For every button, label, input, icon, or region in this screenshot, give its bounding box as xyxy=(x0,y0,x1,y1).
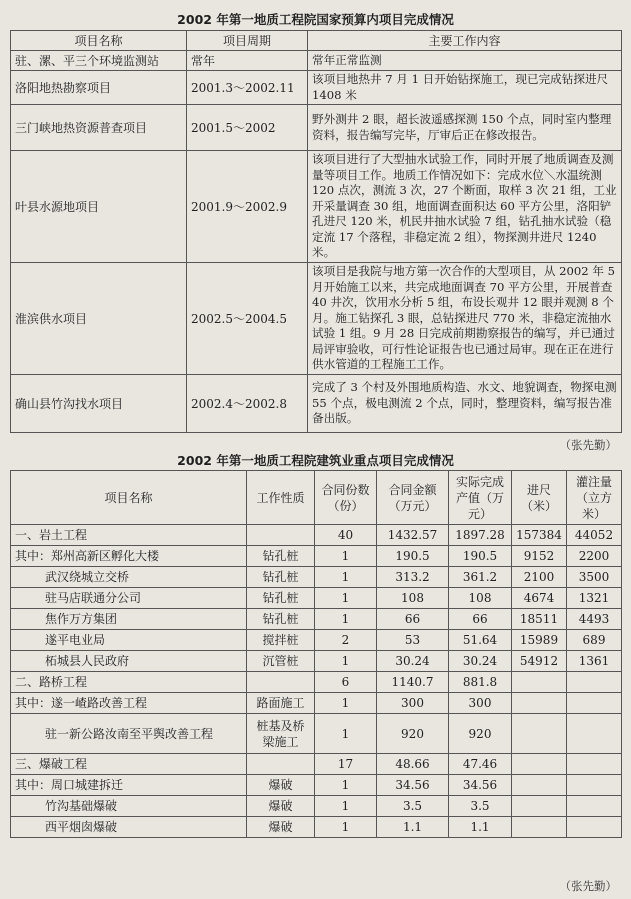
contract-amount-cell: 48.66 xyxy=(377,754,449,775)
footage-cell: 54912 xyxy=(512,651,567,672)
header-work-type: 工作性质 xyxy=(247,471,315,525)
actual-output-cell: 920 xyxy=(449,714,512,754)
work-type-cell: 钻孔桩 xyxy=(247,567,315,588)
header-footage: 进尺（米） xyxy=(512,471,567,525)
volume-cell xyxy=(567,796,622,817)
contract-count-cell: 1 xyxy=(315,693,377,714)
project-name-cell: 淮滨供水项目 xyxy=(11,263,187,375)
work-type-cell: 爆破 xyxy=(247,817,315,838)
work-type-cell: 沉管桩 xyxy=(247,651,315,672)
work-type-cell: 爆破 xyxy=(247,796,315,817)
contract-count-cell: 1 xyxy=(315,817,377,838)
table2-author: （张先勤） xyxy=(559,879,617,893)
contract-amount-cell: 30.24 xyxy=(377,651,449,672)
footage-cell: 9152 xyxy=(512,546,567,567)
project-content-cell: 该项目地热井 7 月 1 日开始钻探施工，现已完成钻探进尺 1408 米 xyxy=(308,71,622,105)
table1-author: （张先勤） xyxy=(559,438,617,452)
construction-projects-table xyxy=(10,470,622,838)
project-content-cell: 常年正常监测 xyxy=(308,51,622,71)
volume-cell xyxy=(567,775,622,796)
table-row xyxy=(11,588,622,609)
table-row xyxy=(11,693,622,714)
table-row xyxy=(11,51,622,71)
contract-count-cell: 1 xyxy=(315,775,377,796)
footage-cell: 18511 xyxy=(512,609,567,630)
volume-cell: 2200 xyxy=(567,546,622,567)
table-row xyxy=(11,525,622,546)
actual-output-cell: 47.46 xyxy=(449,754,512,775)
project-period-cell: 2001.9～2002.9 xyxy=(187,151,308,263)
actual-output-cell: 30.24 xyxy=(449,651,512,672)
table-row xyxy=(11,775,622,796)
actual-output-cell: 1897.28 xyxy=(449,525,512,546)
actual-output-cell: 190.5 xyxy=(449,546,512,567)
table2-title: 2002 年第一地质工程院建筑业重点项目完成情况 xyxy=(177,453,454,468)
project-name-cell: 一、岩土工程 xyxy=(11,525,247,546)
volume-cell: 3500 xyxy=(567,567,622,588)
project-name-cell: 驻、漯、平三个环境监测站 xyxy=(11,51,187,71)
contract-amount-cell: 313.2 xyxy=(377,567,449,588)
contract-amount-cell: 1.1 xyxy=(377,817,449,838)
footage-cell: 4674 xyxy=(512,588,567,609)
project-content-cell: 完成了 3 个村及外围地质构造、水文、地貌调查，物探电测 55 个点，极电测流 2 个点，同时，整理资料，编写报告准备出版。 xyxy=(308,375,622,433)
table-row xyxy=(11,630,622,651)
table1-title: 2002 年第一地质工程院国家预算内项目完成情况 xyxy=(177,12,454,27)
work-type-cell xyxy=(247,525,315,546)
project-period-cell: 2002.4～2002.8 xyxy=(187,375,308,433)
volume-cell xyxy=(567,714,622,754)
header-contract-amount: 合同金额（万元） xyxy=(377,471,449,525)
table-row xyxy=(11,105,622,151)
work-type-cell: 钻孔桩 xyxy=(247,609,315,630)
contract-amount-cell: 108 xyxy=(377,588,449,609)
footage-cell xyxy=(512,714,567,754)
table-row xyxy=(11,375,622,433)
project-name-cell: 三、爆破工程 xyxy=(11,754,247,775)
header-contract-count: 合同份数（份） xyxy=(315,471,377,525)
actual-output-cell: 881.8 xyxy=(449,672,512,693)
work-type-cell: 钻孔桩 xyxy=(247,588,315,609)
footage-cell xyxy=(512,672,567,693)
contract-amount-cell: 34.56 xyxy=(377,775,449,796)
header-project-name: 项目名称 xyxy=(11,31,187,51)
project-name-cell: 遂平电业局 xyxy=(11,630,247,651)
header-period: 项目周期 xyxy=(187,31,308,51)
table-row xyxy=(11,567,622,588)
volume-cell: 1361 xyxy=(567,651,622,672)
project-name-cell: 竹沟基础爆破 xyxy=(11,796,247,817)
project-period-cell: 常年 xyxy=(187,51,308,71)
project-period-cell: 2001.3～2002.11 xyxy=(187,71,308,105)
project-name-cell: 三门峡地热资源普查项目 xyxy=(11,105,187,151)
project-content-cell: 该项目是我院与地方第一次合作的大型项目，从 2002 年 5 月开始施工以来，共完成地面调查 70 平方公里，开展普查 40 井次，饮用水分析 5 组，布设长观井 12 眼并观测 8 个月。施工钻探孔 3 眼，总钻探进尺 770 米，非稳定流抽水试验 1 组。9 月 28 日完成前期勘察报告的编写，并已通过局评审验收，可行性论证报告也已通过局审。现在正在进行供水管道的工程施工工作。 xyxy=(308,263,622,375)
contract-count-cell: 17 xyxy=(315,754,377,775)
footage-cell xyxy=(512,693,567,714)
table-row xyxy=(11,609,622,630)
actual-output-cell: 66 xyxy=(449,609,512,630)
header-content: 主要工作内容 xyxy=(308,31,622,51)
contract-count-cell: 2 xyxy=(315,630,377,651)
table-row xyxy=(11,754,622,775)
actual-output-cell: 361.2 xyxy=(449,567,512,588)
work-type-cell: 爆破 xyxy=(247,775,315,796)
project-period-cell: 2002.5～2004.5 xyxy=(187,263,308,375)
contract-count-cell: 1 xyxy=(315,609,377,630)
table-row xyxy=(11,151,622,263)
project-content-cell: 该项目进行了大型抽水试验工作，同时开展了地质调查及测量等项目工作。地质工作情况如下：完成水位＼水温统测 120 点次，测流 3 次，27 个断面，取样 3 次 21 组，工业开采量调查 30 组，地面调查面积达 60 平方公里，洛阳铲孔进尺 120 米，机民井抽水试验 7 组，钻孔抽水试验（稳定流 17 个落程，非稳定流 2 组），物探测井进尺 1240 米。 xyxy=(308,151,622,263)
project-name-cell: 确山县竹沟找水项目 xyxy=(11,375,187,433)
footage-cell xyxy=(512,817,567,838)
volume-cell: 4493 xyxy=(567,609,622,630)
contract-count-cell: 1 xyxy=(315,546,377,567)
table-row xyxy=(11,714,622,754)
contract-count-cell: 1 xyxy=(315,796,377,817)
volume-cell: 689 xyxy=(567,630,622,651)
project-name-cell: 驻马店联通分公司 xyxy=(11,588,247,609)
header-project-name: 项目名称 xyxy=(11,471,247,525)
project-name-cell: 焦作万方集团 xyxy=(11,609,247,630)
contract-amount-cell: 66 xyxy=(377,609,449,630)
work-type-cell: 搅拌桩 xyxy=(247,630,315,651)
contract-amount-cell: 920 xyxy=(377,714,449,754)
work-type-cell: 钻孔桩 xyxy=(247,546,315,567)
volume-cell: 44052 xyxy=(567,525,622,546)
project-name-cell: 洛阳地热勘察项目 xyxy=(11,71,187,105)
volume-cell xyxy=(567,672,622,693)
contract-amount-cell: 300 xyxy=(377,693,449,714)
contract-count-cell: 1 xyxy=(315,714,377,754)
actual-output-cell: 108 xyxy=(449,588,512,609)
contract-amount-cell: 53 xyxy=(377,630,449,651)
work-type-cell: 桩基及桥梁施工 xyxy=(247,714,315,754)
footage-cell xyxy=(512,796,567,817)
footage-cell xyxy=(512,754,567,775)
project-name-cell: 其中：郑州高新区孵化大楼 xyxy=(11,546,247,567)
contract-count-cell: 40 xyxy=(315,525,377,546)
project-name-cell: 叶县水源地项目 xyxy=(11,151,187,263)
project-name-cell: 二、路桥工程 xyxy=(11,672,247,693)
actual-output-cell: 300 xyxy=(449,693,512,714)
project-name-cell: 其中：遂一嵖路改善工程 xyxy=(11,693,247,714)
project-name-cell: 柘城县人民政府 xyxy=(11,651,247,672)
project-name-cell: 驻一新公路汝南至平舆改善工程 xyxy=(11,714,247,754)
budget-projects-table xyxy=(10,30,622,433)
work-type-cell: 路面施工 xyxy=(247,693,315,714)
contract-count-cell: 1 xyxy=(315,588,377,609)
volume-cell xyxy=(567,693,622,714)
table-row xyxy=(11,71,622,105)
contract-count-cell: 1 xyxy=(315,651,377,672)
table-row xyxy=(11,263,622,375)
footage-cell: 15989 xyxy=(512,630,567,651)
table-row xyxy=(11,796,622,817)
footage-cell xyxy=(512,775,567,796)
header-volume: 灌注量（立方米） xyxy=(567,471,622,525)
work-type-cell xyxy=(247,672,315,693)
project-name-cell: 武汉绕城立交桥 xyxy=(11,567,247,588)
project-name-cell: 西平烟囱爆破 xyxy=(11,817,247,838)
contract-count-cell: 1 xyxy=(315,567,377,588)
actual-output-cell: 34.56 xyxy=(449,775,512,796)
contract-amount-cell: 190.5 xyxy=(377,546,449,567)
contract-amount-cell: 1140.7 xyxy=(377,672,449,693)
project-name-cell: 其中：周口城建拆迁 xyxy=(11,775,247,796)
table-row xyxy=(11,651,622,672)
footage-cell: 2100 xyxy=(512,567,567,588)
header-actual-output: 实际完成产值（万元） xyxy=(449,471,512,525)
volume-cell: 1321 xyxy=(567,588,622,609)
contract-count-cell: 6 xyxy=(315,672,377,693)
actual-output-cell: 51.64 xyxy=(449,630,512,651)
project-period-cell: 2001.5～2002 xyxy=(187,105,308,151)
volume-cell xyxy=(567,754,622,775)
actual-output-cell: 3.5 xyxy=(449,796,512,817)
actual-output-cell: 1.1 xyxy=(449,817,512,838)
work-type-cell xyxy=(247,754,315,775)
contract-amount-cell: 3.5 xyxy=(377,796,449,817)
footage-cell: 157384 xyxy=(512,525,567,546)
volume-cell xyxy=(567,817,622,838)
project-content-cell: 野外测井 2 眼，超长波遥感探测 150 个点，同时室内整理资料，报告编写完毕，厅审后正在修改报告。 xyxy=(308,105,622,151)
table-row xyxy=(11,672,622,693)
table-row xyxy=(11,546,622,567)
table-row xyxy=(11,817,622,838)
contract-amount-cell: 1432.57 xyxy=(377,525,449,546)
